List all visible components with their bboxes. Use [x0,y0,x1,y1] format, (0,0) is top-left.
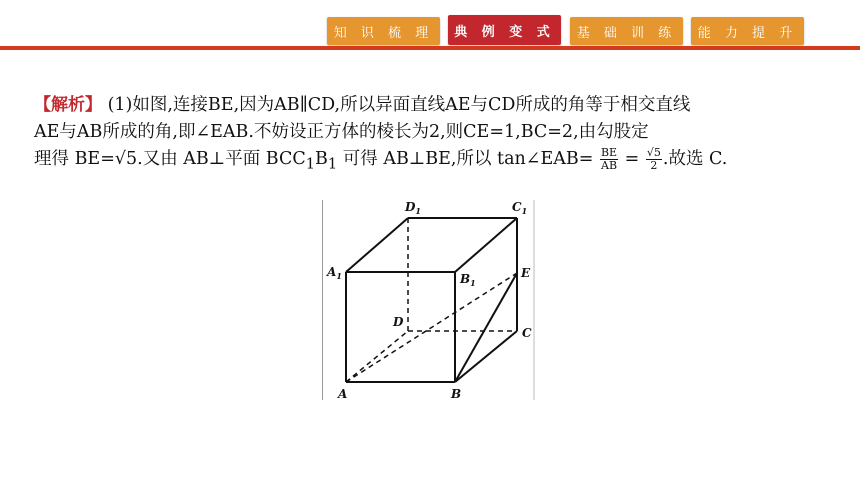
segment-b-e [455,273,517,382]
edge-a1-d1 [346,218,408,272]
label-a1: $A_1$ [327,265,342,281]
solution-line-1 [34,92,834,119]
solution-line-3-end: .故选 C. [662,149,728,169]
hidden-edges [346,218,517,382]
fraction-1-numerator: BE [600,146,618,159]
label-d1: $D_1$ [405,200,421,216]
label-b: B [451,387,462,401]
fraction-1-denominator: AB [601,159,618,172]
label-b1: $B_1$ [460,272,476,288]
label-e: E [521,266,531,280]
cube-diagram [322,198,536,402]
subscript-2: 1 [327,155,338,173]
visible-edges [346,218,517,382]
cube-figure [322,198,536,402]
solution-line-1-text: (1)如图,连接BE,因为AB∥CD,所以异面直线AE与CD所成的角等于相交直线 [107,95,691,115]
edge-c1-b1 [455,218,517,272]
fraction-2-numerator: √5 [646,146,661,159]
label-a: A [338,387,348,401]
subscript-1: 1 [305,155,316,173]
fraction-be-ab [600,147,618,172]
solution-text [34,92,834,173]
fraction-sqrt5-2 [646,147,662,172]
edge-a-d [346,331,408,382]
solution-line-3-b: B [315,149,328,169]
solution-line-3-a: 理得 BE=√5.又由 AB⊥平面 BCC [34,149,306,169]
solution-line-2 [34,119,834,146]
label-d: D [393,315,404,329]
tab-ability-improvement[interactable]: 能 力 提 升 [691,17,804,45]
edge-b-c [455,331,517,382]
solution-label: 【解析】 [34,95,102,115]
solution-line-2-text: AE与AB所成的角,即∠EAB.不妨设正方体的棱长为2,则CE=1,BC=2,由勾股定 [34,122,649,142]
solution-line-3 [34,146,834,173]
fraction-2-denominator: 2 [650,159,658,172]
equals-sign: = [619,149,645,169]
header-rule [0,46,860,50]
label-c1: $C_1$ [512,200,528,216]
tab-basic-training[interactable]: 基 础 训 练 [570,17,683,45]
tab-typical-examples[interactable]: 典 例 变 式 [448,15,561,45]
tab-bar [0,0,860,56]
label-c: C [522,326,532,340]
segment-a-e [346,273,517,382]
tab-knowledge-review[interactable]: 知 识 梳 理 [327,17,440,45]
solution-line-3-c: 可得 AB⊥BE,所以 tan∠EAB= [337,149,594,169]
